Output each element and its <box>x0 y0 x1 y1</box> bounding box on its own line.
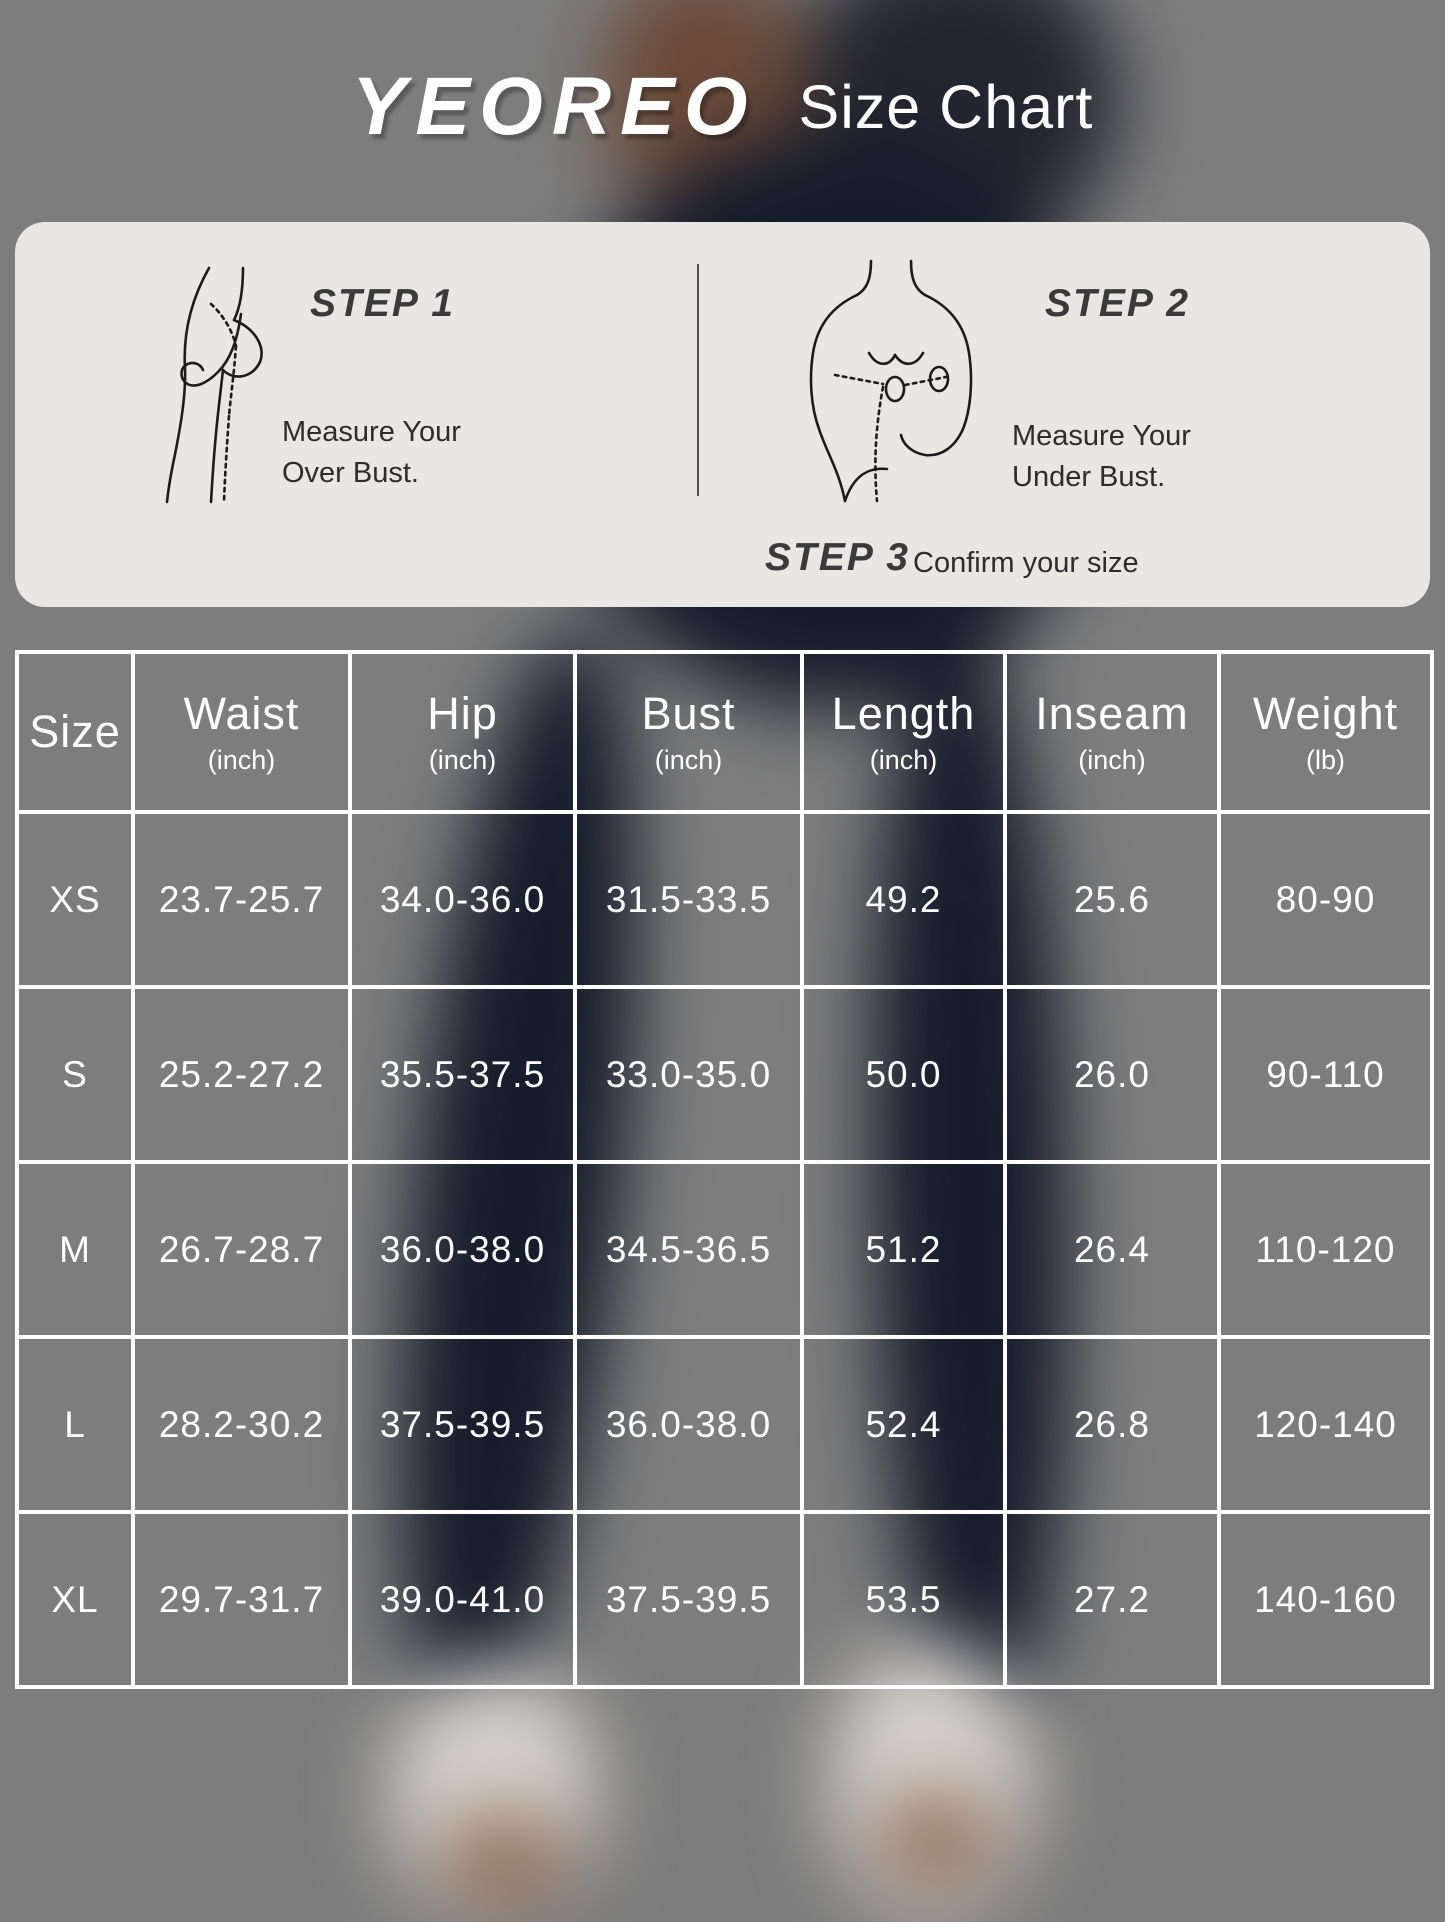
length-cell: 49.2 <box>802 812 1005 987</box>
header-label: Size <box>29 706 121 757</box>
header-unit: (inch) <box>207 744 276 775</box>
table-row-l <box>17 1337 1432 1512</box>
column-header-size <box>17 652 133 812</box>
header-unit: (inch) <box>428 744 497 775</box>
model-left-shoe-tip-blur <box>440 1812 565 1907</box>
size-cell: XL <box>17 1512 133 1687</box>
size-cell: XS <box>17 812 133 987</box>
size-chart-table <box>15 650 1434 1689</box>
steps-divider <box>697 264 699 496</box>
length-cell: 52.4 <box>802 1337 1005 1512</box>
header-unit: (lb) <box>1306 744 1345 775</box>
column-header-inseam <box>1005 652 1219 812</box>
step2-line1: Measure Your <box>1012 420 1191 452</box>
weight-cell: 110-120 <box>1219 1162 1432 1337</box>
table-row-s <box>17 987 1432 1162</box>
step1-line2: Over Bust. <box>282 457 419 489</box>
header-label: Waist <box>183 687 300 739</box>
length-cell: 50.0 <box>802 987 1005 1162</box>
bust-cell: 34.5-36.5 <box>575 1162 802 1337</box>
header-unit: (inch) <box>1078 744 1146 775</box>
inseam-cell: 26.8 <box>1005 1337 1219 1512</box>
inseam-cell: 26.0 <box>1005 987 1219 1162</box>
weight-cell: 80-90 <box>1219 812 1432 987</box>
waist-cell: 28.2-30.2 <box>133 1337 350 1512</box>
step2-line2: Under Bust. <box>1012 461 1166 493</box>
waist-cell: 29.7-31.7 <box>133 1512 350 1687</box>
step2-description <box>1012 416 1191 498</box>
size-cell: S <box>17 987 133 1162</box>
size-cell: M <box>17 1162 133 1337</box>
header-label: Hip <box>427 687 498 739</box>
hip-cell: 35.5-37.5 <box>350 987 575 1162</box>
step3-label: STEP 3 <box>765 536 910 579</box>
bust-cell: 31.5-33.5 <box>575 812 802 987</box>
header-label: Length <box>831 687 976 739</box>
weight-cell: 140-160 <box>1219 1512 1432 1687</box>
waist-cell: 26.7-28.7 <box>133 1162 350 1337</box>
page-title: Size Chart <box>798 73 1094 141</box>
measure-under-bust-icon <box>783 257 1003 507</box>
column-header-bust <box>575 652 802 812</box>
weight-cell: 120-140 <box>1219 1337 1432 1512</box>
table-row-xl <box>17 1512 1432 1687</box>
column-header-waist <box>133 652 350 812</box>
header-label: Bust <box>641 687 736 739</box>
table-row-xs <box>17 812 1432 987</box>
inseam-cell: 27.2 <box>1005 1512 1219 1687</box>
brand-logo: YEOREO <box>351 61 757 152</box>
header-unit: (inch) <box>654 744 723 775</box>
header-unit: (inch) <box>869 744 938 775</box>
column-header-hip <box>350 652 575 812</box>
table-header-row <box>17 652 1432 812</box>
column-header-length <box>802 652 1005 812</box>
header-label: Weight <box>1252 687 1399 739</box>
model-right-shoe-tip-blur <box>878 1792 993 1887</box>
hip-cell: 36.0-38.0 <box>350 1162 575 1337</box>
inseam-cell: 26.4 <box>1005 1162 1219 1337</box>
weight-cell: 90-110 <box>1219 987 1432 1162</box>
waist-cell: 23.7-25.7 <box>133 812 350 987</box>
measure-over-bust-icon <box>93 264 278 504</box>
bust-cell: 36.0-38.0 <box>575 1337 802 1512</box>
length-cell: 53.5 <box>802 1512 1005 1687</box>
column-header-weight <box>1219 652 1432 812</box>
bust-cell: 33.0-35.0 <box>575 987 802 1162</box>
header-label: Inseam <box>1035 687 1189 739</box>
bust-cell: 37.5-39.5 <box>575 1512 802 1687</box>
measuring-steps-panel <box>15 222 1430 607</box>
step3-text: Confirm your size <box>913 547 1139 579</box>
hip-cell: 39.0-41.0 <box>350 1512 575 1687</box>
length-cell: 51.2 <box>802 1162 1005 1337</box>
table-row-m <box>17 1162 1432 1337</box>
step2-label: STEP 2 <box>1045 282 1190 325</box>
step1-line1: Measure Your <box>282 416 461 448</box>
inseam-cell: 25.6 <box>1005 812 1219 987</box>
hip-cell: 37.5-39.5 <box>350 1337 575 1512</box>
step1-description <box>282 412 461 494</box>
step1-label: STEP 1 <box>310 282 455 325</box>
waist-cell: 25.2-27.2 <box>133 987 350 1162</box>
title-bar <box>0 60 1445 154</box>
hip-cell: 34.0-36.0 <box>350 812 575 987</box>
size-cell: L <box>17 1337 133 1512</box>
